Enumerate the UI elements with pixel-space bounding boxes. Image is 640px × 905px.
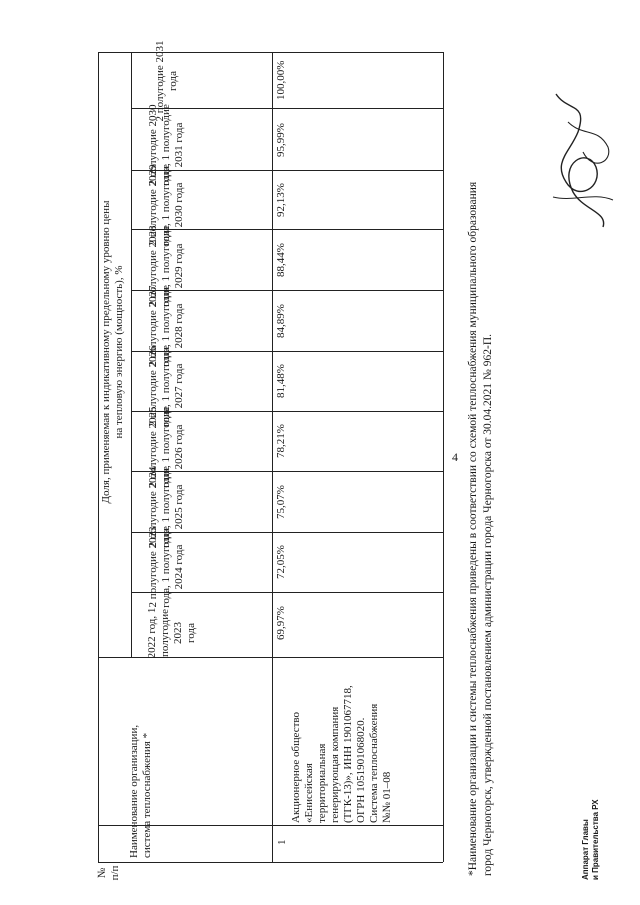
stamp-line-2: и Правительства РХ — [591, 799, 600, 880]
row-value: 69,97% — [275, 606, 287, 640]
table-border — [443, 52, 444, 862]
row-value: 81,48% — [275, 364, 287, 398]
table-border — [272, 52, 273, 862]
period-header: 2 полугодие 2031 года — [154, 40, 179, 122]
period-header: 2 полугодие 2029 года, 1 полугодие 2030 года — [147, 164, 185, 246]
period-header: 2 полугодие 2026 года, 1 полугодие 2027 года — [147, 345, 185, 427]
row-value: 84,89% — [275, 304, 287, 338]
header-share: Доля, применяемая к индикативному предельному уровню цены на тепловую энергию (мощность), % — [100, 200, 125, 504]
header-org: Наименование организации, система теплоснабжения * — [128, 724, 153, 858]
signature — [548, 92, 618, 232]
row-value: 88,44% — [275, 243, 287, 277]
table-border — [98, 52, 99, 862]
row-value: 72,05% — [275, 545, 287, 579]
row-value: 92,13% — [275, 183, 287, 217]
period-header: 2 полугодие 2023 года, 1 полугодие 2024 года — [147, 526, 185, 608]
footnote-line-2: город Черногорск, утвержденной постановлением администрации города Черногорска от 30.04.2021 № 962-П. — [482, 333, 494, 876]
page-number: 4 — [452, 450, 458, 464]
period-header: 2022 год, 1 полугодие 2023 года — [146, 607, 197, 659]
row-value: 100,00% — [275, 60, 287, 100]
table-border — [98, 862, 443, 863]
period-header: 2 полугодие 2025 года, 1 полугодие 2026 года — [147, 406, 185, 488]
stamp-line-1: Аппарат Главы — [581, 819, 590, 880]
row-org: Акционерное общество «Енисейская территориальная генерирующая компания (ТГК-13)», ИНН 1901067718, ОГРН 1051901068020. Система теплоснабжения №№ 01–08 — [290, 685, 393, 823]
table-border — [131, 52, 132, 657]
footnote-line-1: *Наименование организации и системы теплоснабжения приведены в соответствии со схемой теплоснабжения муниципального образования — [467, 181, 479, 876]
row-num: 1 — [276, 839, 288, 845]
period-header: 2 полугодие 2028 года, 1 полугодие 2029 года — [147, 225, 185, 307]
row-value: 78,21% — [275, 424, 287, 458]
row-value: 95,99% — [275, 123, 287, 157]
period-header: 2 полугодие 2030 года, 1 полугодие 2031 года — [147, 104, 185, 186]
period-header: 2 полугодие 2024 года, 1 полугодие 2025 года — [147, 466, 185, 548]
header-num: № п/п — [96, 865, 121, 881]
period-header: 2 полугодие 2027 года, 1 полугодие 2028 года — [147, 285, 185, 367]
table-border — [98, 52, 443, 53]
row-value: 75,07% — [275, 485, 287, 519]
